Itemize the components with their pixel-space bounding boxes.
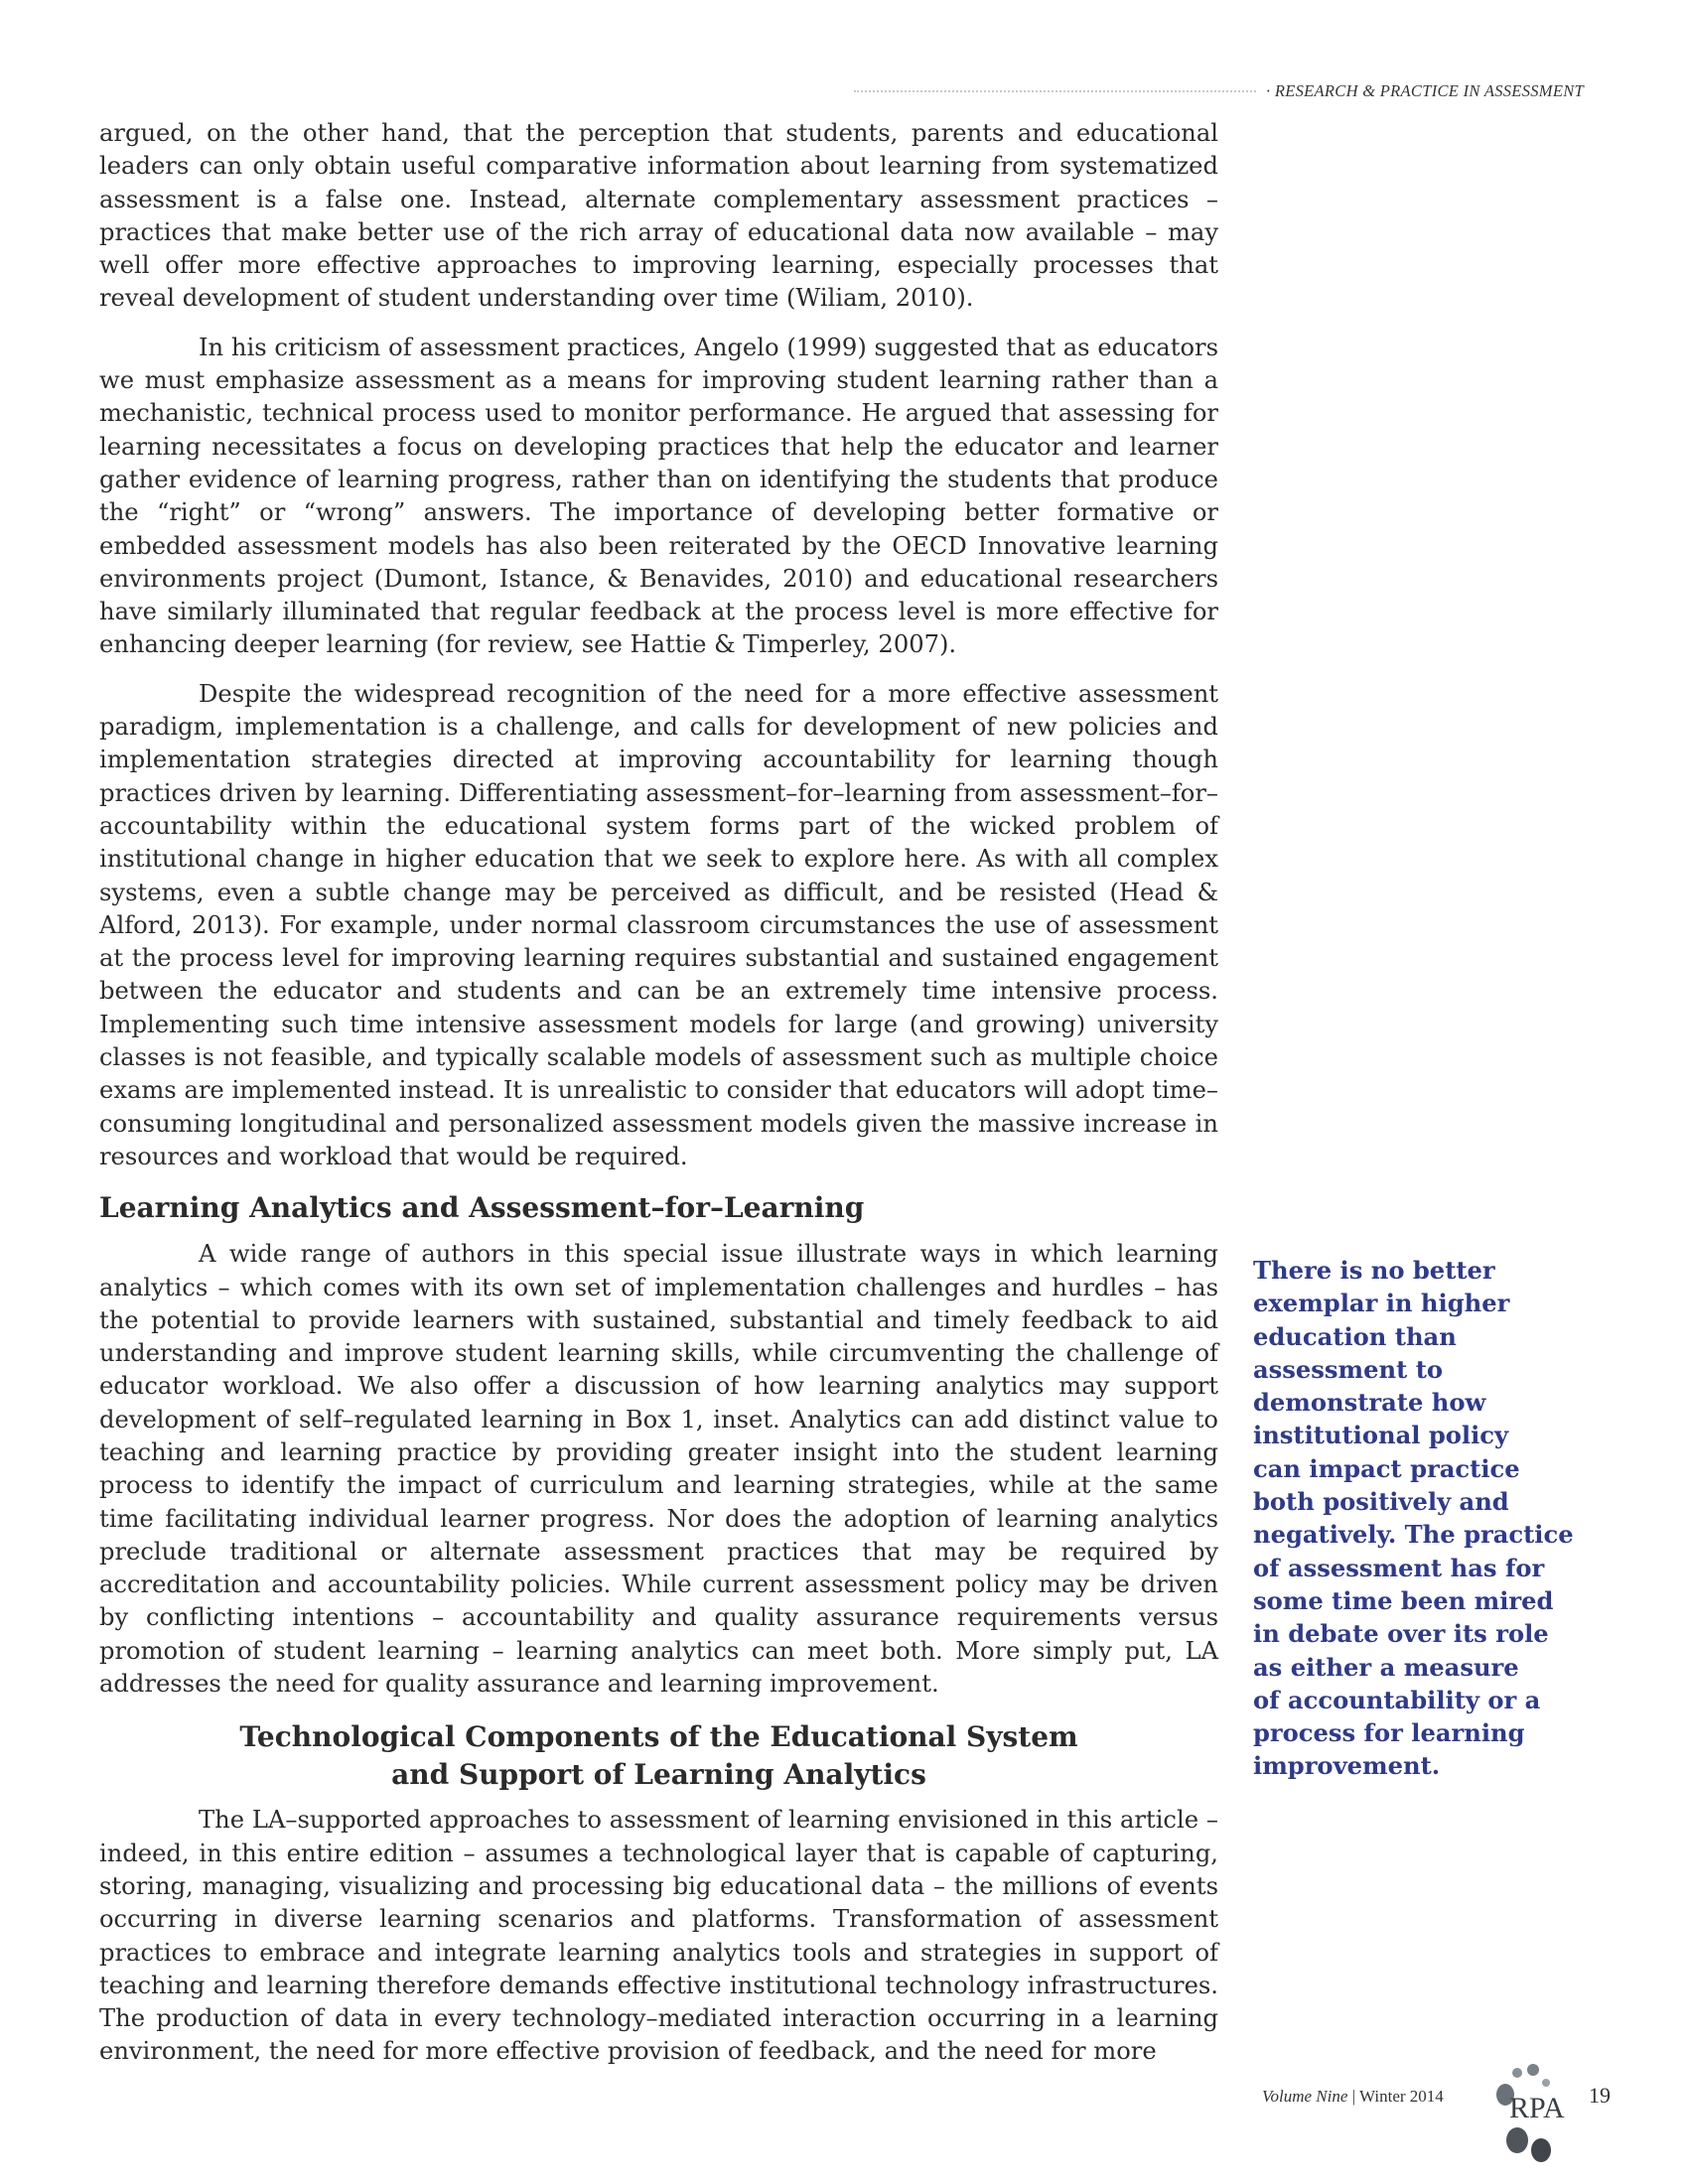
pull-quote-line: of accountability or a — [1253, 1685, 1541, 1714]
section-heading-learning-analytics: Learning Analytics and Assessment–for–Learning — [99, 1191, 865, 1225]
pull-quote-line: exemplar in higher — [1253, 1289, 1510, 1318]
pull-quote-line: improvement. — [1253, 1751, 1441, 1781]
issue-label: Winter 2014 — [1359, 2087, 1444, 2106]
page-footer — [1172, 2063, 1609, 2162]
paragraph-5: The LA–supported approaches to assessment of learning envisioned in this article – indeed, in this entire edition – assumes a technological layer that is capable of capturing, storing, managing, visualizing and processing big educational data – the millions of events occurring in diverse learning scenarios and platforms. Transformation of assessment practices to embrace and integrate learning analytics tools and strategies in support of teaching and learning therefore demands effective institutional technology infrastructures. The production of data in every technology–mediated interaction occurring in a learning environment, the need for more effective provision of feedback, and the need for more — [99, 1806, 1218, 2066]
heading-line-2: and Support of Learning Analytics — [391, 1758, 926, 1792]
paragraph-2: In his criticism of assessment practices, Angelo (1999) suggested that as educators we must emphasize assessment as a means for improving student learning rather than a mechanistic, technical process used to monitor performance. He argued that assessing for learning necessitates a focus on developing practices that help the educator and learner gather evidence of learning progress, rather than on identifying the students that produce the “right” or “wrong” answers. The importance of developing better formative or embedded assessment models has also been reiterated by the OECD Innovative learning environments project (Dumont, Istance, & Benavides, 2010) and educational researchers have similarly illuminated that regular feedback at the process level is more effective for enhancing deeper learning (for review, see Hattie & Timperley, 2007). — [99, 333, 1218, 659]
volume-issue — [1262, 2087, 1444, 2107]
journal-running-title: · RESEARCH & PRACTICE IN ASSESSMENT — [1265, 81, 1584, 100]
header-dotted-rule — [854, 90, 1256, 92]
pull-quote-line: assessment to — [1253, 1354, 1443, 1384]
volume-label: Volume Nine — [1262, 2087, 1348, 2106]
paragraph-4: A wide range of authors in this special issue illustrate ways in which learning analytics – which comes with its own set of implementation challenges and hurdles – has the potential to provide learners with sustained, substantial and timely feedback to aid understanding and improve student learning skills, while circumventing the challenge of educator workload. We also offer a discussion of how learning analytics may support development of self–regulated learning in Box 1, inset. Analytics can add distinct value to teaching and learning practice by providing greater insight into the student learning process to identify the impact of curriculum and learning strategies, while at the same time facilitating individual learner progress. Nor does the adoption of learning analytics preclude traditional or alternate assessment practices that may be required by accreditation and accountability policies. While current assessment policy may be driven by conflicting intentions – accountability and quality assurance requirements versus promotion of student learning – learning analytics can meet both. More simply put, LA addresses the need for quality assurance and learning improvement. — [99, 1240, 1218, 1699]
pull-quote — [1253, 1254, 1581, 1783]
pull-quote-line: demonstrate how — [1253, 1388, 1486, 1418]
pull-quote-line: in debate over its role — [1253, 1619, 1549, 1649]
pull-quote-line: of assessment has for — [1253, 1553, 1545, 1582]
pull-quote-line: process for learning — [1253, 1718, 1525, 1748]
paragraph-1: argued, on the other hand, that the perception that students, parents and educational leaders can only obtain useful comparative information about learning from systematized assessment is a false one. Instead, alternate complementary assessment practices – practices that make better use of the rich array of educational data now available – may well offer more effective approaches to improving learning, especially processes that reveal development of student understanding over time (Wiliam, 2010). — [99, 119, 1218, 313]
pull-quote-line: as either a measure — [1253, 1652, 1519, 1682]
section-heading-technological-components — [99, 1718, 1218, 1794]
pull-quote-line: negatively. The practice — [1253, 1520, 1574, 1550]
footer-separator: | — [1347, 2087, 1360, 2106]
running-header — [854, 81, 1584, 101]
article-body — [99, 117, 1218, 2085]
paragraph-3: Despite the widespread recognition of the need for a more effective assessment paradigm, implementation is a challenge, and calls for development of new policies and implementation strategies directed at improving accountability for learning though practices driven by learning. Differentiating assessment–for–learning from assessment–for–accountability within the educational system forms part of the wicked problem of institutional change in higher education that we seek to explore here. As with all complex systems, even a subtle change may be perceived as difficult, and be resisted (Head & Alford, 2013). For example, under normal classroom circumstances the use of assessment at the process level for improving learning requires substantial and sustained engagement between the educator and students and can be an extremely time intensive process. Implementing such time intensive assessment models for large (and growing) university classes is not feasible, and typically scalable models of assessment such as multiple choice exams are implemented instead. It is unrealistic to consider that educators will adopt time–consuming longitudinal and personalized assessment models given the massive increase in resources and workload that would be required. — [99, 679, 1218, 1170]
pull-quote-line: both positively and — [1253, 1487, 1509, 1517]
pull-quote-line: There is no better — [1253, 1256, 1495, 1285]
pull-quote-line: some time been mired — [1253, 1585, 1554, 1615]
heading-line-1: Technological Components of the Educational System — [239, 1720, 1078, 1754]
pull-quote-line: institutional policy — [1253, 1421, 1509, 1450]
pull-quote-line: can impact practice — [1253, 1453, 1520, 1483]
logo-text: RPA — [1509, 2092, 1565, 2124]
pull-quote-line: education than — [1253, 1321, 1457, 1351]
rpa-logo-icon — [1491, 2063, 1576, 2162]
page-number: 19 — [1589, 2083, 1611, 2108]
